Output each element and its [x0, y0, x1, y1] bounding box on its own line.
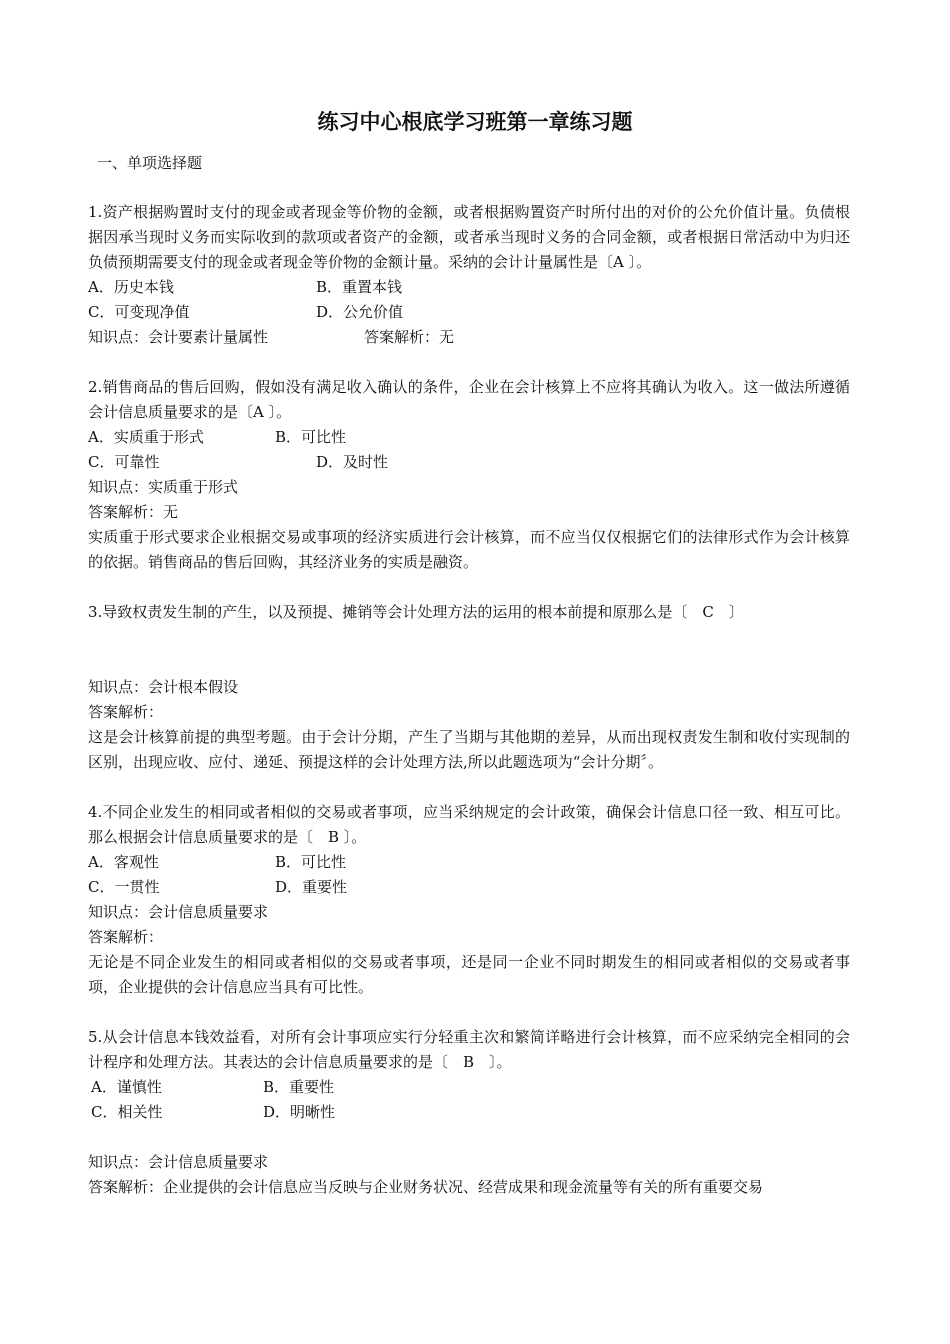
- options-row: [88, 275, 850, 300]
- knowledge-point: 知识点：会计信息质量要求: [88, 1153, 269, 1171]
- option-c: C．一贯性: [88, 878, 160, 896]
- option-d: D．公允价值: [316, 303, 404, 321]
- question-3: [88, 600, 850, 775]
- answer-label: 答案解析：无: [88, 503, 179, 521]
- option-b: B．可比性: [275, 853, 347, 871]
- section-heading: 一、单项选择题: [97, 154, 203, 172]
- meta-row: [88, 325, 850, 350]
- answer-label: 答案解析：: [88, 928, 164, 946]
- question-5: [88, 1025, 850, 1200]
- option-a: A．历史本钱: [88, 278, 174, 296]
- option-c: C．相关性: [91, 1103, 163, 1121]
- options-row: [88, 1075, 850, 1100]
- question-list: [88, 200, 850, 1225]
- options-row: [88, 875, 850, 900]
- answer-explanation: 这是会计核算前提的典型考题。由于会计分期，产生了当期与其他期的差异，从而出现权责发生制和收付实现制的区别，出现应收、应付、递延、预提这样的会计处理方法,所以此题选项为“会计分期〞。: [88, 728, 850, 771]
- option-b: B．重要性: [263, 1078, 335, 1096]
- option-d: D．明晰性: [263, 1103, 336, 1121]
- answer-explanation: 实质重于形式要求企业根据交易或事项的经济实质进行会计核算，而不应当仅仅根据它们的法律形式作为会计核算的依据。销售商品的售后回购，其经济业务的实质是融资。: [88, 528, 850, 571]
- options-row: [88, 300, 850, 325]
- option-a: A．客观性: [88, 853, 159, 871]
- knowledge-point: 知识点：会计要素计量属性: [88, 328, 269, 346]
- question-1: [88, 200, 850, 350]
- answer-explanation: 答案解析：企业提供的会计信息应当反映与企业财务状况、经营成果和现金流量等有关的所有重要交易: [88, 1178, 764, 1196]
- option-a: A．谨慎性: [91, 1078, 162, 1096]
- options-row: [88, 450, 850, 475]
- answer-label: 答案解析：: [88, 703, 164, 721]
- option-c: C．可变现净值: [88, 303, 190, 321]
- option-b: B．可比性: [275, 428, 347, 446]
- option-a: A．实质重于形式: [88, 428, 204, 446]
- question-stem: 2.销售商品的售后回购，假如没有满足收入确认的条件，企业在会计核算上不应将其确认为收入。这一做法所遵循会计信息质量要求的是〔A 〕。: [88, 378, 850, 421]
- answer-explanation: 无论是不同企业发生的相同或者相似的交易或者事项，还是同一企业不同时期发生的相同或者相似的交易或者事项，企业提供的会计信息应当具有可比性。: [88, 953, 850, 996]
- option-d: D．重要性: [275, 878, 348, 896]
- question-stem: 1.资产根据购置时支付的现金或者现金等价物的金额，或者根据购置资产时所付出的对价的公允价值计量。负债根据因承当现时义务而实际收到的款项或者资产的金额，或者承当现时义务的合同金额，或者根据日常活动中为归还负债预期需要支付的现金或者现金等价物的金额计量。采纳的会计计量属性是〔A 〕。: [88, 203, 850, 271]
- knowledge-point: 知识点：会计根本假设: [88, 678, 239, 696]
- option-d: D．及时性: [316, 453, 389, 471]
- options-row: [88, 1100, 850, 1125]
- option-b: B．重置本钱: [316, 278, 403, 296]
- document-title: 练习中心根底学习班第一章练习题: [317, 110, 633, 134]
- options-row: [88, 425, 850, 450]
- knowledge-point: 知识点：会计信息质量要求: [88, 903, 269, 921]
- answer-label: 答案解析：无: [364, 328, 455, 346]
- question-2: [88, 375, 850, 575]
- knowledge-point: 知识点：实质重于形式: [88, 478, 239, 496]
- question-stem: 3.导致权责发生制的产生，以及预提、摊销等会计处理方法的运用的根本前提和原那么是〔 C 〕: [88, 603, 744, 621]
- blank-space: [88, 650, 850, 675]
- blank-space: [88, 1125, 850, 1150]
- option-c: C．可靠性: [88, 453, 160, 471]
- question-4: [88, 800, 850, 1000]
- question-stem: 5.从会计信息本钱效益看，对所有会计事项应实行分轻重主次和繁简详略进行会计核算，而不应采纳完全相同的会计程序和处理方法。其表达的会计信息质量要求的是〔 B 〕。: [88, 1028, 850, 1071]
- blank-space: [88, 625, 850, 650]
- question-stem: 4.不同企业发生的相同或者相似的交易或者事项，应当采纳规定的会计政策，确保会计信息口径一致、相互可比。那么根据会计信息质量要求的是〔 B 〕。: [88, 803, 850, 846]
- options-row: [88, 850, 850, 875]
